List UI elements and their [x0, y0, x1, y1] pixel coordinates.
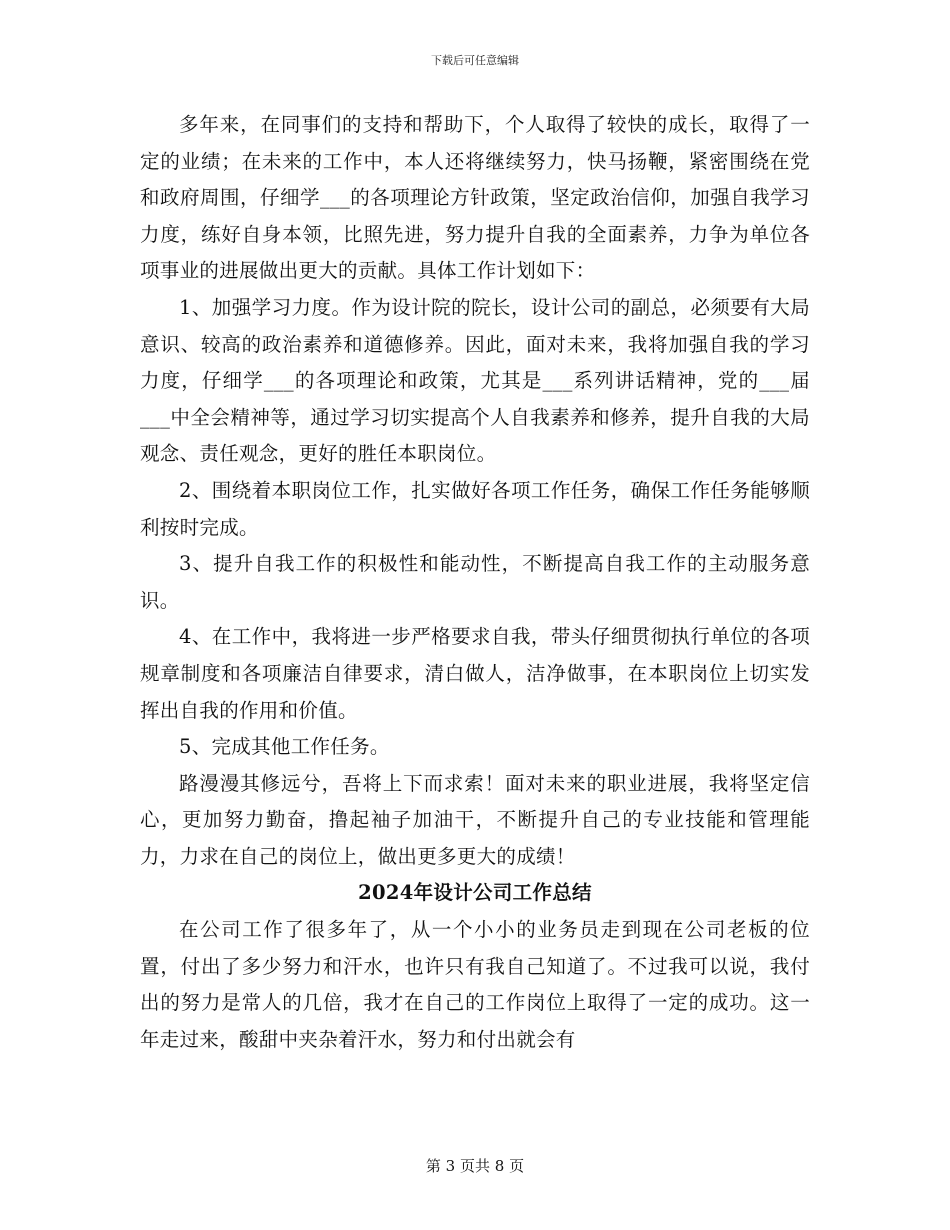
page-header: 下载后可任意编辑 [431, 54, 519, 67]
section-title: 2024年设计公司工作总结 [358, 881, 592, 905]
page-footer: 第 3 页共 8 页 [425, 1157, 525, 1175]
paragraph-item-2: 2、围绕着本职岗位工作，扎实做好各项工作任务，确保工作任务能够顺利按时完成。 [140, 478, 810, 539]
paragraph-item-1: 1、加强学习力度。作为设计院的院长，设计公司的副总，必须要有大局意识、较高的政治素养和道德修养。因此，面对未来，我将加强自我的学习力度，仔细学___的各项理论和政策，尤其是___系列讲话精神，党的___届___中全会精神等，通过学习切实提高个人自我素养和修养，提升自我的大局观念、责任观念，更好的胜任本职岗位。 [140, 295, 810, 466]
paragraph-item-3: 3、提升自我工作的积极性和能动性，不断提高自我工作的主动服务意识。 [140, 552, 810, 612]
section-paragraph: 在公司工作了很多年了，从一个小小的业务员走到现在公司老板的位置，付出了多少努力和汗水，也许只有我自己知道了。不过我可以说，我付出的努力是常人的几倍，我才在自己的工作岗位上取得了一定的成功。这一年走过来，酸甜中夹杂着汗水，努力和付出就会有 [140, 918, 810, 1051]
paragraph-item-4: 4、在工作中，我将进一步严格要求自我，带头仔细贯彻执行单位的各项规章制度和各项廉洁自律要求，清白做人，洁净做事，在本职岗位上切实发挥出自我的作用和价值。 [140, 625, 810, 722]
paragraph-intro: 多年来，在同事们的支持和帮助下，个人取得了较快的成长，取得了一定的业绩；在未来的工作中，本人还将继续努力，快马扬鞭，紧密围绕在党和政府周围，仔细学___的各项理论方针政策，坚定政治信仰，加强自我学习力度，练好自身本领，比照先进，努力提升自我的全面素养，力争为单位各项事业的进展做出更大的贡献。具体工作计划如下： [140, 113, 810, 283]
paragraph-closing: 路漫漫其修远兮，吾将上下而求索！面对未来的职业进展，我将坚定信心，更加努力勤奋，撸起袖子加油干，不断提升自己的专业技能和管理能力，力求在自己的岗位上，做出更多更大的成绩！ [140, 771, 810, 868]
document-body [140, 107, 810, 1058]
paragraph-item-5: 5、完成其他工作任务。 [179, 735, 390, 759]
